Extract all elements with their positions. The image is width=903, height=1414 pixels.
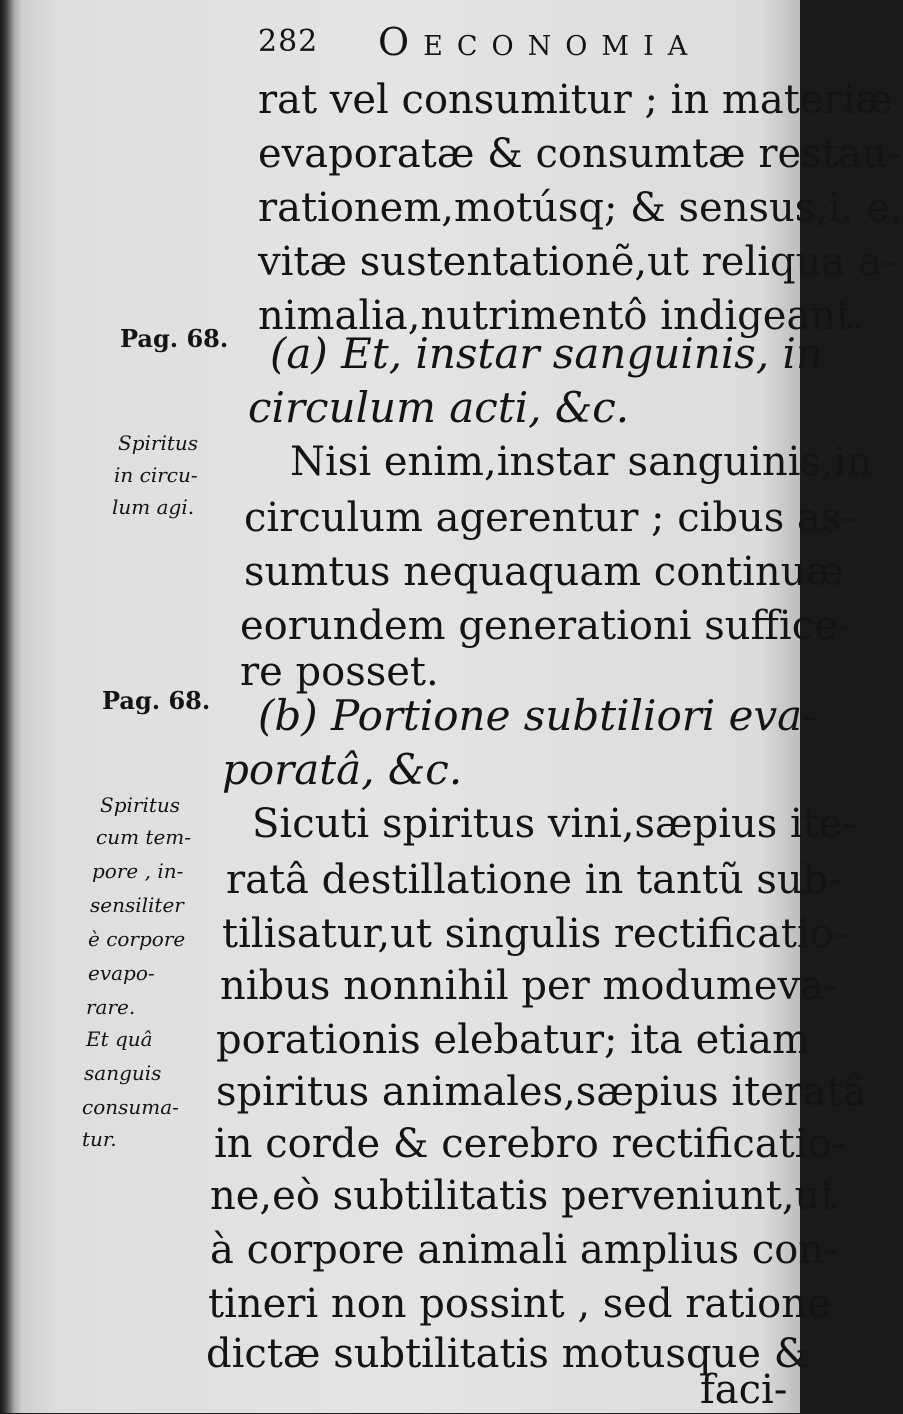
text-line: nibus nonnihil per modumeva- — [220, 963, 838, 1009]
text-line: Sicuti spiritus vini,sæpius ite- — [252, 801, 857, 847]
margin-note-line: Et quâ — [86, 1027, 153, 1051]
page-reference: Pag. 68. — [102, 686, 211, 715]
text-line: Nisi enim,instar sanguinis,in — [290, 439, 873, 485]
margin-note-line: è corpore — [88, 927, 186, 951]
text-line: dictæ subtilitatis motusque & — [206, 1331, 810, 1377]
margin-note-line: evapo- — [88, 961, 155, 985]
margin-note-line: sensiliter — [90, 893, 184, 917]
text-line: porationis elebatur; ita etiam — [216, 1017, 810, 1063]
text-line: rat vel consumitur ; in materiæ — [258, 77, 893, 123]
lemma-heading: circulum acti, &c. — [248, 383, 630, 432]
text-line: sumtus nequaquam continuæ — [244, 549, 845, 595]
text-line: nimalia,nutrimentô indigeant. — [258, 293, 865, 339]
margin-note-line: pore , in- — [92, 859, 184, 883]
margin-note-line: consuma- — [82, 1095, 179, 1119]
lemma-heading: (a) Et, instar sanguinis, in — [270, 329, 824, 378]
text-line: evaporatæ & consumtæ restau- — [258, 131, 901, 177]
margin-note-line: sanguis — [84, 1061, 162, 1085]
text-line: ne,eò subtilitatis perveniunt,ut — [210, 1173, 837, 1219]
margin-note-line: Spiritus — [118, 431, 199, 455]
text-line: rationem,motúsq; & sensus,i. e. — [258, 185, 903, 231]
text-line: à corpore animali amplius con- — [210, 1227, 838, 1273]
gutter-shadow — [0, 0, 14, 1413]
text-line: eorundem generationi suffice- — [240, 603, 852, 649]
margin-note-line: Spiritus — [100, 793, 181, 817]
margin-note-line: rare. — [86, 995, 136, 1019]
margin-note-line: tur. — [82, 1127, 117, 1151]
page-header — [258, 20, 778, 74]
text-line: ratâ destillatione in tantũ sub- — [226, 857, 842, 903]
text-line: tineri non possint , sed ratione — [208, 1281, 831, 1327]
margin-note-line: in circu- — [114, 463, 198, 487]
text-line: re posset. — [240, 649, 439, 695]
lemma-heading: (b) Portione subtiliori eva- — [258, 691, 817, 740]
text-line: vitæ sustentationẽ,ut reliqua a- — [258, 239, 896, 285]
running-title: Oeconomia — [378, 20, 702, 64]
page-number: 282 — [258, 24, 319, 59]
page-reference: Pag. 68. — [120, 324, 229, 353]
catchword: faci- — [700, 1367, 788, 1413]
text-line: spiritus animales,sæpius iteratâ — [216, 1069, 867, 1115]
text-line: in corde & cerebro rectificatio- — [214, 1121, 846, 1167]
margin-note-line: lum agi. — [112, 495, 195, 519]
text-line: tilisatur,ut singulis rectificatio- — [222, 911, 848, 957]
lemma-heading: poratâ, &c. — [222, 745, 463, 794]
text-line: circulum agerentur ; cibus as- — [244, 495, 855, 541]
margin-note-line: cum tem- — [96, 825, 191, 849]
